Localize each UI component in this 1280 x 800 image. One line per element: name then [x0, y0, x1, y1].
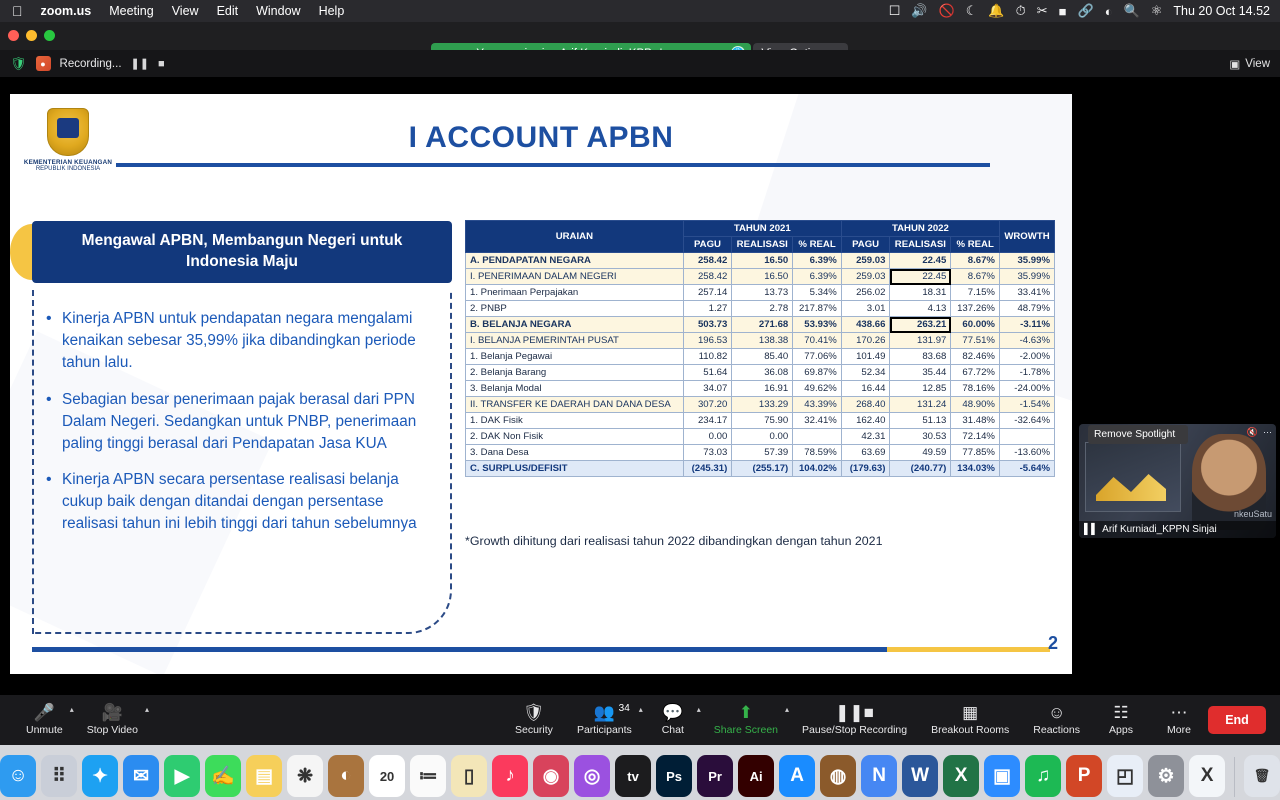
list-item: • Kinerja APBN untuk pendapatan negara mengalami kenaikan sebesar 35,99% jika dibandingkan periode tahun lalu.: [44, 308, 428, 375]
participants-count: 34: [618, 703, 630, 715]
table-row: [466, 429, 1055, 445]
chat-label: Chat: [661, 724, 684, 737]
col-uraian: URAIAN: [466, 221, 684, 253]
share-screen-button[interactable]: [702, 703, 790, 737]
cell: 1.27: [683, 301, 732, 317]
menu-item-help[interactable]: Help: [308, 4, 334, 18]
menu-item-view[interactable]: View: [161, 4, 189, 18]
chevron-up-icon[interactable]: ▴: [638, 705, 643, 715]
slide-footer-bar: [32, 647, 1050, 652]
cell: 78.16%: [951, 381, 1000, 397]
view-label: View: [1245, 57, 1270, 70]
apps-icon: ☷: [1113, 703, 1129, 723]
unmute-label: Unmute: [26, 724, 63, 737]
table-row: [466, 413, 1055, 429]
table-row: [466, 285, 1055, 301]
cell: 268.40: [841, 397, 890, 413]
reactions-button[interactable]: [1021, 703, 1092, 737]
cell: 78.59%: [793, 445, 842, 461]
dock-separator: [1234, 757, 1235, 797]
chat-button[interactable]: [644, 703, 702, 737]
more-options-icon[interactable]: ⋯: [1263, 427, 1272, 437]
dock-icon-excel-doc[interactable]: X: [1189, 755, 1225, 797]
dock-icon-mail[interactable]: ✉: [123, 755, 159, 797]
menu-item-edit[interactable]: Edit: [206, 4, 228, 18]
cell: 2.78: [732, 301, 793, 317]
dock-icon-spotify[interactable]: ♫: [1025, 755, 1061, 797]
watermark-text: nkeuSatu: [1233, 509, 1272, 519]
cell: 48.90%: [951, 397, 1000, 413]
ellipsis-icon: ⋯: [1170, 703, 1188, 723]
audio-level-icon: ▌▌: [1084, 524, 1099, 535]
cell: 30.53: [890, 429, 951, 445]
cell: 49.62%: [793, 381, 842, 397]
cell: 307.20: [683, 397, 732, 413]
row-label: 1. DAK Fisik: [466, 413, 684, 429]
cell: 13.73: [732, 285, 793, 301]
mac-dock: [0, 745, 1280, 800]
list-item: • Sebagian besar penerimaan pajak berasal dari PPN Dalam Negeri. Sedangkan untuk PNBP, penerimaan paling tinggi berasal dari Pendapatan Jasa KUA: [44, 389, 428, 456]
end-meeting-button[interactable]: [1208, 706, 1266, 734]
menu-clock[interactable]: Thu 20 Oct 14.52: [1173, 4, 1270, 18]
cell: 67.72%: [951, 365, 1000, 381]
row-label: 3. Dana Desa: [466, 445, 684, 461]
cell: 43.39%: [793, 397, 842, 413]
cell: 35.44: [890, 365, 951, 381]
apbn-table: [465, 220, 1055, 477]
cell: 6.39%: [793, 253, 842, 269]
dock-icon-podcasts[interactable]: ◎: [574, 755, 610, 797]
cell: 60.00%: [951, 317, 1000, 333]
scissors-icon[interactable]: ✂: [1036, 3, 1048, 18]
cell-highlighted: 263.21: [890, 317, 951, 333]
chevron-up-icon[interactable]: ▴: [69, 705, 74, 715]
row-label: C. SURPLUS/DEFISIT: [466, 461, 684, 477]
stop-icon[interactable]: ■: [157, 57, 165, 70]
cell: 35.99%: [999, 253, 1054, 269]
stop-video-button[interactable]: [75, 703, 150, 737]
col-real-pct-2022: % REAL: [951, 237, 1000, 253]
cell: 5.34%: [793, 285, 842, 301]
row-label: I. PENERIMAAN DALAM NEGERI: [466, 269, 684, 285]
end-label: End: [1225, 713, 1249, 727]
shared-content-stage: [0, 77, 1280, 695]
cell: (179.63): [841, 461, 890, 477]
col-pagu-2021: PAGU: [683, 237, 732, 253]
cell: 7.15%: [951, 285, 1000, 301]
col-realisasi-2021: REALISASI: [732, 237, 793, 253]
apps-label: Apps: [1109, 724, 1133, 737]
apps-button[interactable]: [1092, 703, 1150, 737]
table-row: [466, 349, 1055, 365]
cell: 0.00: [683, 429, 732, 445]
cell: [999, 429, 1054, 445]
dock-icon-stickies[interactable]: ▯: [451, 755, 487, 797]
table-row: [466, 269, 1055, 285]
table-row: [466, 333, 1055, 349]
cell: 18.31: [890, 285, 951, 301]
apbn-table-body: [466, 253, 1055, 477]
security-label: Security: [515, 724, 553, 737]
bell-icon[interactable]: 🔔: [988, 3, 1005, 18]
dock-icon-zoom[interactable]: ▣: [984, 755, 1020, 797]
dock-icon-calendar[interactable]: 20: [369, 755, 405, 797]
share-screen-label: Share Screen: [713, 724, 779, 737]
cell: 51.64: [683, 365, 732, 381]
group-tahun-2022: TAHUN 2022: [841, 221, 999, 237]
dock-icon-word[interactable]: W: [902, 755, 938, 797]
cell: 42.31: [841, 429, 890, 445]
wifi-icon[interactable]: ◐: [1104, 3, 1113, 19]
pause-stop-recording-label: Pause/Stop Recording: [802, 724, 908, 737]
cell: 31.48%: [951, 413, 1000, 429]
slide-tagline: Mengawal APBN, Membangun Negeri untuk Indonesia Maju: [32, 221, 452, 283]
group-wrowth: WROWTH: [999, 221, 1054, 253]
cell: 196.53: [683, 333, 732, 349]
recording-toolbar: [0, 50, 1280, 77]
cell: 4.13: [890, 301, 951, 317]
breakout-rooms-icon: ▦: [962, 703, 979, 723]
people-icon: 👥: [593, 703, 615, 723]
cell: 48.79%: [999, 301, 1054, 317]
chevron-up-icon[interactable]: ▴: [144, 705, 149, 715]
cell: 35.99%: [999, 269, 1054, 285]
participants-button[interactable]: [565, 703, 644, 737]
cell: -24.00%: [999, 381, 1054, 397]
cell: 49.59: [890, 445, 951, 461]
dock-icon-trash[interactable]: 🗑: [1244, 755, 1280, 797]
cell: 217.87%: [793, 301, 842, 317]
cell: 162.40: [841, 413, 890, 429]
row-label: A. PENDAPATAN NEGARA: [466, 253, 684, 269]
dock-icon-app-store[interactable]: A: [779, 755, 815, 797]
cell: 259.03: [841, 269, 890, 285]
video-camera-icon: 🎥: [101, 703, 123, 723]
row-label: 3. Belanja Modal: [466, 381, 684, 397]
dock-icon-facetime[interactable]: ▶: [164, 755, 200, 797]
stop-video-label: Stop Video: [86, 724, 138, 737]
chevron-up-icon[interactable]: ▴: [696, 705, 701, 715]
cell: 33.41%: [999, 285, 1054, 301]
col-pagu-2022: PAGU: [841, 237, 890, 253]
remove-spotlight-label: Remove Spotlight: [1094, 429, 1176, 440]
remove-spotlight-menu-item[interactable]: [1088, 425, 1188, 444]
cell: 53.93%: [793, 317, 842, 333]
cell: 438.66: [841, 317, 890, 333]
cell: 8.67%: [951, 253, 1000, 269]
cell: 77.85%: [951, 445, 1000, 461]
cell: 73.03: [683, 445, 732, 461]
dock-icon-music[interactable]: ♪: [492, 755, 528, 797]
participant-name-bar: [1079, 521, 1276, 538]
cell: 83.68: [890, 349, 951, 365]
group-tahun-2021: TAHUN 2021: [683, 221, 841, 237]
cell: 101.49: [841, 349, 890, 365]
cell: 6.39%: [793, 269, 842, 285]
dock-icon-photoshop[interactable]: Ps: [656, 755, 692, 797]
search-icon[interactable]: 🔍: [1123, 3, 1140, 18]
row-label: 1. Belanja Pegawai: [466, 349, 684, 365]
menu-item-window[interactable]: Window: [245, 4, 291, 18]
dock-icon-illustrator[interactable]: Ai: [738, 755, 774, 797]
cell: 170.26: [841, 333, 890, 349]
col-real-pct-2021: % REAL: [793, 237, 842, 253]
cell: 36.08: [732, 365, 793, 381]
row-label: 2. DAK Non Fisik: [466, 429, 684, 445]
cell: 138.38: [732, 333, 793, 349]
dock-icon-preview[interactable]: ◰: [1107, 755, 1143, 797]
link-icon[interactable]: 🔗: [1077, 3, 1094, 18]
dock-icon-photos[interactable]: ❋: [287, 755, 323, 797]
view-button[interactable]: [1229, 57, 1270, 71]
shield-icon: 🛡: [523, 703, 545, 723]
slide-title: I ACCOUNT APBN: [408, 121, 674, 154]
cell: 52.34: [841, 365, 890, 381]
cell: 134.03%: [951, 461, 1000, 477]
dock-icon-reminders[interactable]: ≔: [410, 755, 446, 797]
reactions-icon: ☺: [1047, 703, 1066, 723]
participants-label: Participants: [576, 724, 632, 737]
cell: 69.87%: [793, 365, 842, 381]
slide-bullet-box: [32, 290, 452, 634]
cell: 131.97: [890, 333, 951, 349]
cell: 503.73: [683, 317, 732, 333]
share-screen-icon: ⬆: [738, 703, 754, 723]
cell: 70.41%: [793, 333, 842, 349]
dock-icon-notes[interactable]: ▤: [246, 755, 282, 797]
cell: 137.26%: [951, 301, 1000, 317]
reactions-label: Reactions: [1033, 724, 1080, 737]
dock-icon-messages[interactable]: ✍: [205, 755, 241, 797]
logo-line-2: REPUBLIK INDONESIA: [35, 166, 101, 172]
cell: 259.03: [841, 253, 890, 269]
cell: -3.11%: [999, 317, 1054, 333]
cell: 16.50: [732, 269, 793, 285]
unmute-button[interactable]: [14, 703, 75, 737]
pause-stop-recording-button[interactable]: [790, 703, 919, 737]
row-label: I. BELANJA PEMERINTAH PUSAT: [466, 333, 684, 349]
volume-icon[interactable]: 🔊: [911, 3, 928, 18]
cell: -4.63%: [999, 333, 1054, 349]
cell: 258.42: [683, 269, 732, 285]
cell: -1.54%: [999, 397, 1054, 413]
cell: 104.02%: [793, 461, 842, 477]
cell: [793, 429, 842, 445]
cell: 234.17: [683, 413, 732, 429]
row-label: 2. Belanja Barang: [466, 365, 684, 381]
cell: 22.45: [890, 253, 951, 269]
apbn-table-wrapper: [465, 220, 1055, 477]
breakout-rooms-label: Breakout Rooms: [931, 724, 1010, 737]
dock-icon-photobooth[interactable]: ◉: [533, 755, 569, 797]
pause-icon[interactable]: ❚❚: [130, 58, 149, 70]
menu-app-name[interactable]: zoom.us: [30, 4, 81, 18]
moon-icon[interactable]: ☾: [965, 3, 978, 18]
table-row: [466, 317, 1055, 333]
cell: 110.82: [683, 349, 732, 365]
cell: 131.24: [890, 397, 951, 413]
dock-icon-powerpoint[interactable]: P: [1066, 755, 1102, 797]
window-traffic-lights[interactable]: [8, 30, 55, 41]
dock-icon-finder[interactable]: ☺: [0, 755, 36, 797]
dock-icon-nordvpn[interactable]: N: [861, 755, 897, 797]
mac-menu-bar: [0, 0, 1280, 22]
zoom-meeting-toolbar: [0, 695, 1280, 745]
list-item: • Kinerja APBN secara persentase realisasi belanja cukup baik dengan ditandai dengan persentase realisasi tahun ini lebih tinggi dari tahun sebelumnya: [44, 469, 428, 536]
cell: 3.01: [841, 301, 890, 317]
recording-label: Recording...: [59, 57, 122, 70]
row-label: II. TRANSFER KE DAERAH DAN DANA DESA: [466, 397, 684, 413]
shield-icon[interactable]: 🛡: [10, 55, 27, 71]
background-artwork: [1085, 442, 1181, 512]
cell: 12.85: [890, 381, 951, 397]
dock-icon-podcasts-alt[interactable]: ◐: [328, 755, 364, 797]
dock-icon-appletv[interactable]: tv: [615, 755, 651, 797]
row-label: 2. PNBP: [466, 301, 684, 317]
security-button[interactable]: [503, 703, 565, 737]
cell: 72.14%: [951, 429, 1000, 445]
cell: 256.02: [841, 285, 890, 301]
cell: -1.78%: [999, 365, 1054, 381]
table-row: [466, 461, 1055, 477]
cell: 77.51%: [951, 333, 1000, 349]
chevron-up-icon[interactable]: ▴: [785, 705, 790, 715]
microphone-muted-icon: 🎤: [33, 703, 55, 723]
zoom-maximize-icon[interactable]: [44, 30, 55, 41]
cell: 257.14: [683, 285, 732, 301]
table-footnote: *Growth dihitung dari realisasi tahun 2022 dibandingkan dengan tahun 2021: [465, 534, 883, 548]
dock-icon-system-settings[interactable]: ⚙: [1148, 755, 1184, 797]
table-row: [466, 445, 1055, 461]
grid-view-icon: ▣: [1229, 58, 1241, 71]
cell: 82.46%: [951, 349, 1000, 365]
close-icon[interactable]: [8, 30, 19, 41]
table-row: [466, 397, 1055, 413]
cell: 63.69: [841, 445, 890, 461]
dock-icon-discord-alt[interactable]: ◍: [820, 755, 856, 797]
row-label: B. BELANJA NEGARA: [466, 317, 684, 333]
cell: -32.64%: [999, 413, 1054, 429]
more-button[interactable]: [1150, 703, 1208, 737]
apple-icon[interactable]: [8, 3, 32, 19]
cell: 0.00: [732, 429, 793, 445]
menu-item-meeting[interactable]: Meeting: [98, 4, 144, 18]
zoom-window-titlebar: [0, 22, 1280, 50]
col-realisasi-2022: REALISASI: [890, 237, 951, 253]
cell: 271.68: [732, 317, 793, 333]
cell: 51.13: [890, 413, 951, 429]
table-row: [466, 253, 1055, 269]
cell: (240.77): [890, 461, 951, 477]
cell: -5.64%: [999, 461, 1054, 477]
cell: -2.00%: [999, 349, 1054, 365]
cell: 16.50: [732, 253, 793, 269]
cell: 77.06%: [793, 349, 842, 365]
pause-stop-icon: ❚❚■: [835, 703, 874, 723]
record-icon: ●: [36, 56, 51, 71]
cell: (255.17): [732, 461, 793, 477]
cell: 8.67%: [951, 269, 1000, 285]
title-divider: [116, 163, 990, 167]
dock-icon-premiere[interactable]: Pr: [697, 755, 733, 797]
cell: 85.40: [732, 349, 793, 365]
slide-page-number: 2: [1047, 633, 1058, 653]
cell: 32.41%: [793, 413, 842, 429]
dock-icon-safari[interactable]: ✦: [82, 755, 118, 797]
presentation-slide: [10, 94, 1072, 674]
dock-icon-launchpad[interactable]: ⠿: [41, 755, 77, 797]
chat-bubble-icon: 💬: [662, 703, 684, 723]
participant-name: Arif Kurniadi_KPPN Sinjai: [1102, 524, 1217, 535]
cell: (245.31): [683, 461, 732, 477]
timer-icon[interactable]: ⏱: [1015, 3, 1026, 18]
breakout-rooms-button[interactable]: [919, 703, 1021, 737]
cell: 75.90: [732, 413, 793, 429]
cell: 16.44: [841, 381, 890, 397]
more-label: More: [1167, 724, 1191, 737]
mic-muted-icon[interactable]: 🔇: [1246, 427, 1258, 437]
do-not-disturb-icon[interactable]: 🚫: [938, 3, 955, 18]
cell: -13.60%: [999, 445, 1054, 461]
table-row: [466, 301, 1055, 317]
cell: 133.29: [732, 397, 793, 413]
row-label: 1. Pnerimaan Perpajakan: [466, 285, 684, 301]
minimize-icon[interactable]: [26, 30, 37, 41]
dock-icon-excel[interactable]: X: [943, 755, 979, 797]
cell: 57.39: [732, 445, 793, 461]
cell-highlighted: 22.45: [890, 269, 951, 285]
table-row: [466, 365, 1055, 381]
cell: 34.07: [683, 381, 732, 397]
table-row: [466, 381, 1055, 397]
control-center-icon[interactable]: ⚛: [1150, 3, 1163, 18]
cell: 16.91: [732, 381, 793, 397]
screen-share-icon[interactable]: ☐: [888, 3, 901, 18]
cell: 258.42: [683, 253, 732, 269]
battery-icon[interactable]: ■: [1058, 3, 1067, 19]
logo-line-1: KEMENTERIAN KEUANGAN: [23, 159, 113, 166]
